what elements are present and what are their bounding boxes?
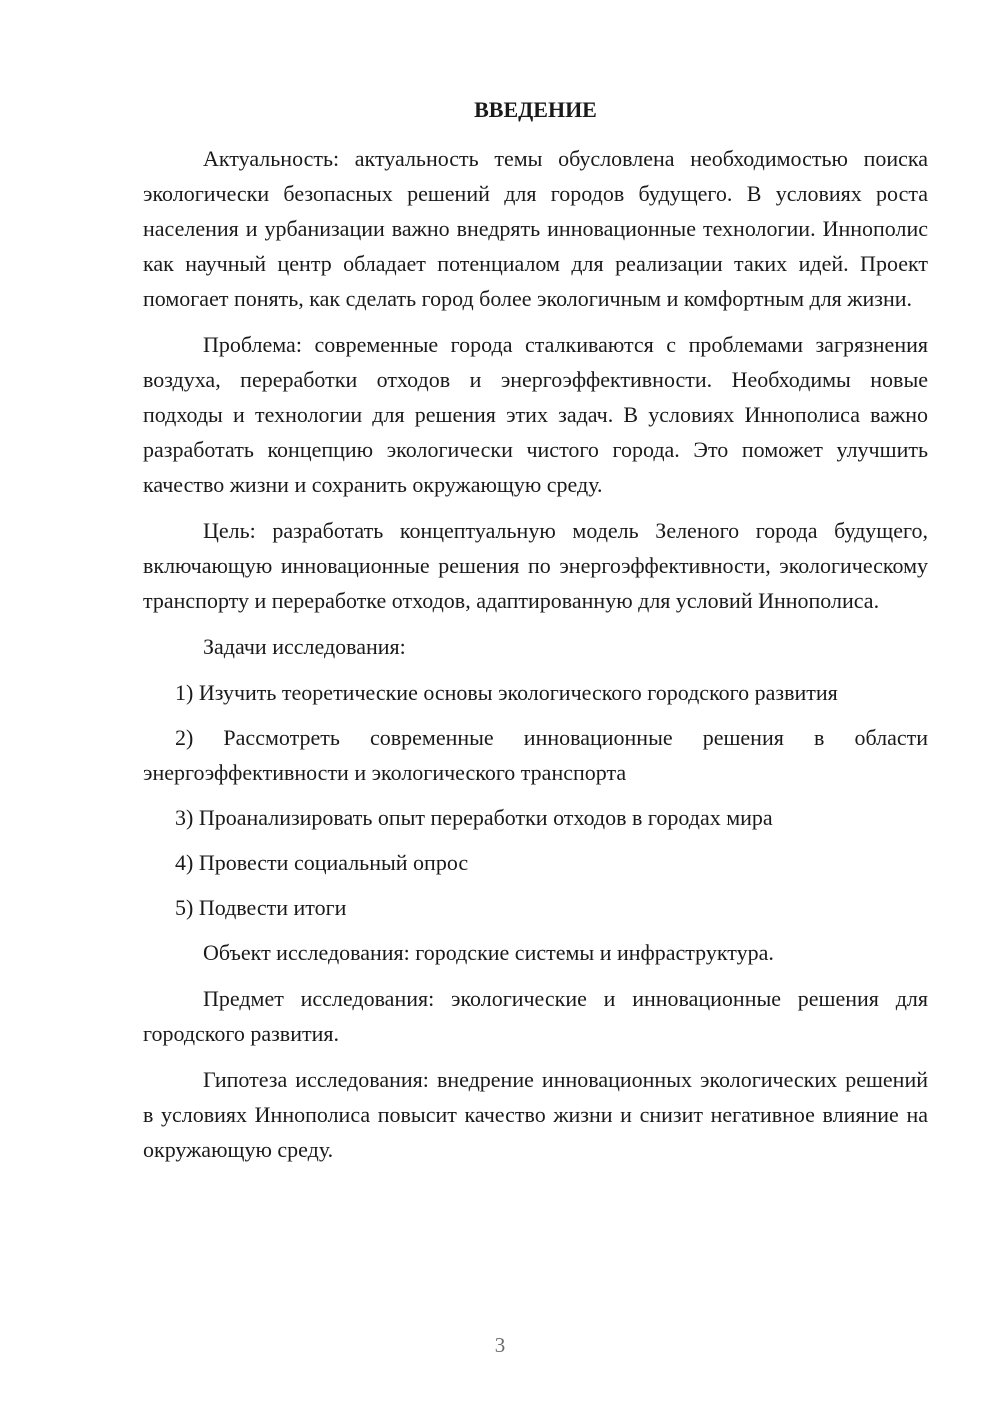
task-item: 4) Провести социальный опрос	[175, 850, 469, 875]
paragraph-relevance: Актуальность: актуальность темы обусловлена необходимостью поиска экологически безопасных решений для городов будущего. В условиях роста населения и урбанизации важно внедрять инновационные технологии. Иннополис как научный центр обладает потенциалом для реализации таких идей. Проект помогает понять, как сделать город более экологичным и комфортным для жизни.	[143, 146, 928, 311]
task-item: 1) Изучить теоретические основы экологического городского развития	[175, 680, 838, 705]
task-item: 2) Рассмотреть современные инновационные решения в области энергоэффективности и экологического транспорта	[143, 725, 928, 785]
task-item: 5) Подвести итоги	[175, 895, 347, 920]
paragraph-object: Объект исследования: городские системы и инфраструктура.	[203, 940, 774, 965]
task-item: 3) Проанализировать опыт переработки отходов в городах мира	[175, 805, 773, 830]
paragraph-goal: Цель: разработать концептуальную модель Зеленого города будущего, включающую инновационные решения по энергоэффективности, экологическому транспорту и переработке отходов, адаптированную для условий Иннополиса.	[143, 518, 928, 613]
paragraph-hypothesis: Гипотеза исследования: внедрение инновационных экологических решений в условиях Иннополиса повысит качество жизни и снизит негативное влияние на окружающую среду.	[143, 1067, 928, 1162]
document-page	[143, 92, 928, 1178]
tasks-list	[143, 675, 928, 925]
tasks-heading: Задачи исследования:	[203, 634, 406, 659]
page-title: ВВЕДЕНИЕ	[474, 97, 597, 122]
page-number: 3	[494, 1333, 506, 1357]
paragraph-subject: Предмет исследования: экологические и инновационные решения для городского развития.	[143, 986, 928, 1046]
paragraph-problem: Проблема: современные города сталкиваются с проблемами загрязнения воздуха, переработки отходов и энергоэффективности. Необходимы новые подходы и технологии для решения этих задач. В условиях Иннополиса важно разработать концепцию экологически чистого города. Это поможет улучшить качество жизни и сохранить окружающую среду.	[143, 332, 928, 497]
